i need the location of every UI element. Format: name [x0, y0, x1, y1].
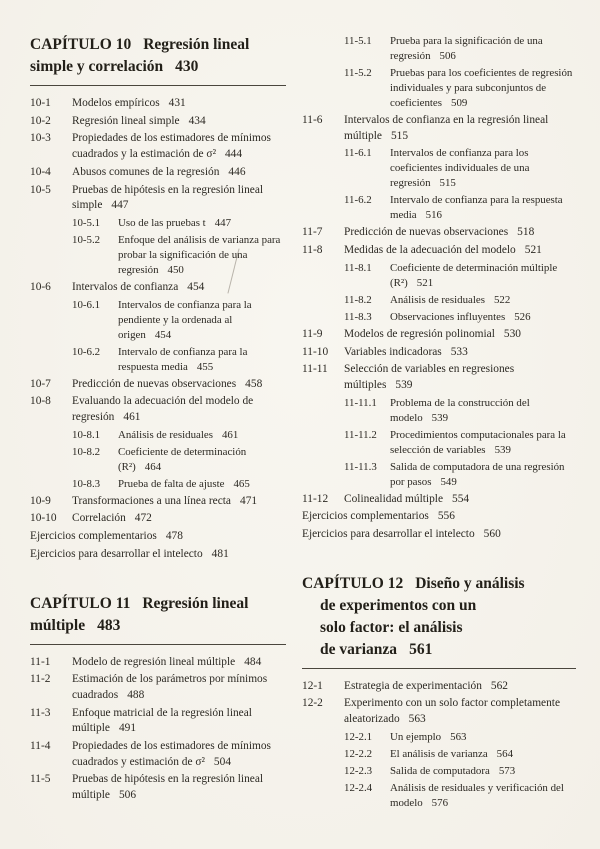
toc-entry — [302, 396, 576, 426]
page-number: 573 — [498, 764, 516, 777]
entry-number: 11-6 — [302, 114, 323, 126]
toc-entry — [302, 225, 576, 241]
entry-number: 11-11 — [302, 363, 328, 376]
page-number: 522 — [493, 293, 511, 306]
entry-text-wrap — [390, 34, 576, 64]
page-number: 447 — [214, 216, 232, 229]
entry-title: Predicción de nuevas observaciones — [344, 226, 509, 239]
chapter-section — [30, 593, 286, 645]
toc-entry — [30, 394, 286, 425]
entry-text-wrap — [390, 146, 576, 191]
page-number: 431 — [168, 97, 186, 109]
page-number: 560 — [483, 528, 501, 541]
entry-number: 11-9 — [302, 327, 323, 340]
entry-text-wrap — [302, 527, 576, 543]
entry-number: 11-6.2 — [344, 194, 372, 207]
entry-title: Análisis de residuales — [118, 428, 213, 441]
page-number: 516 — [425, 209, 442, 222]
entry-title: Análisis de residuales — [390, 293, 485, 306]
page-number: 461 — [221, 428, 239, 441]
entry-number: 11-5.1 — [344, 35, 372, 47]
toc-entry — [30, 377, 286, 393]
entry-text-wrap — [390, 310, 576, 325]
entry-number: 11-6.1 — [344, 147, 372, 160]
entry-title: Un ejemplo — [390, 730, 442, 743]
entry-number: 10-6 — [30, 280, 51, 293]
toc-entry — [30, 131, 286, 162]
page-number: 539 — [494, 443, 511, 456]
page-number: 521 — [524, 244, 542, 257]
entry-title: Coeficiente de determinación (R²) — [118, 445, 247, 473]
toc-column-1 — [30, 34, 286, 813]
entry-title: Selección de variables en regresiones múltiples — [344, 363, 515, 391]
entry-text-wrap — [72, 377, 286, 393]
page-number: 455 — [196, 360, 214, 373]
entry-title: Procedimientos computacionales para la selección de variables — [390, 428, 566, 456]
page-number: 478 — [165, 530, 183, 543]
page-number: 539 — [395, 378, 413, 391]
entry-number: 10-8.3 — [72, 477, 101, 490]
toc-entry — [30, 280, 286, 296]
entry-title: Ejercicios complementarios — [302, 510, 429, 523]
entry-number: 10-8.2 — [72, 445, 101, 458]
chapter-title-text: Regresión lineal — [143, 36, 250, 53]
entry-title: Intervalo de confianza para la respuesta media — [390, 194, 563, 222]
page-number: 530 — [503, 327, 521, 340]
entry-number: 11-5 — [30, 773, 51, 786]
toc-entry — [30, 529, 286, 545]
chapter-page-number: 430 — [175, 58, 199, 75]
page-number: 450 — [167, 263, 184, 276]
entry-number: 10-4 — [30, 165, 51, 178]
toc-entries — [302, 34, 576, 543]
entry-title: Pruebas para los coeficientes de regresión individuales y para subconjuntos de coeficientes — [390, 67, 573, 109]
toc-entry — [302, 34, 576, 64]
entry-title: Modelos empíricos — [72, 97, 160, 109]
toc-entries — [30, 655, 286, 804]
toc-entry — [302, 66, 576, 111]
entry-number: 12-2.4 — [344, 781, 373, 794]
page-number: 563 — [408, 713, 426, 726]
toc-entry — [30, 96, 286, 112]
entry-number: 10-5.1 — [72, 216, 101, 229]
entry-title: Intervalo de confianza para la respuesta media — [118, 345, 248, 373]
toc-entry — [30, 494, 286, 510]
toc-entry — [30, 739, 286, 770]
entry-title: Prueba de falta de ajuste — [118, 477, 225, 490]
toc-entry — [302, 362, 576, 393]
entry-title: Prueba para la significación de una regresión — [390, 35, 543, 62]
page-number: 484 — [244, 655, 262, 668]
entry-title: Coeficiente de determinación múltiple (R²) — [390, 261, 558, 289]
page-number: 533 — [450, 345, 468, 358]
entry-title: Propiedades de los estimadores de mínimos cuadrados y la estimación de σ² — [72, 132, 271, 161]
page-number: 504 — [213, 755, 232, 768]
entry-number: 10-3 — [30, 132, 51, 145]
page-number: 458 — [245, 377, 263, 390]
entry-number: 10-5.2 — [72, 233, 101, 246]
toc-entry — [302, 679, 576, 695]
page-number: 515 — [390, 129, 409, 142]
entry-text-wrap — [344, 679, 576, 695]
entry-number: 10-8.1 — [72, 428, 101, 441]
entry-title: Salida de computadora — [390, 764, 490, 777]
toc-entry — [302, 730, 576, 745]
chapter-page-number: 483 — [97, 616, 121, 634]
entry-text-wrap — [390, 261, 576, 291]
entry-text-wrap — [72, 183, 286, 214]
page-number: 556 — [437, 510, 455, 523]
toc-entry — [302, 310, 576, 325]
entry-title: Ejercicios para desarrollar el intelecto — [302, 528, 475, 541]
entry-title: Intervalos de confianza para los coeficientes individuales de una regresión — [390, 147, 530, 190]
toc-column-2 — [302, 34, 576, 813]
entry-text-wrap — [344, 492, 576, 508]
chapter-title-line — [302, 595, 576, 617]
entry-text-wrap — [118, 216, 286, 231]
entry-number: 11-8.2 — [344, 293, 372, 306]
entry-title: Medidas de la adecuación del modelo — [344, 244, 516, 257]
entry-number: 10-7 — [30, 377, 51, 390]
page-number: 515 — [439, 177, 456, 190]
toc-entry — [30, 345, 286, 375]
page-number: 521 — [416, 276, 434, 289]
entry-number: 10-1 — [30, 97, 51, 109]
entry-text-wrap — [390, 747, 576, 762]
entry-text-wrap — [344, 362, 576, 393]
toc-entry — [30, 183, 286, 214]
entry-text-wrap — [72, 280, 286, 296]
entry-text-wrap — [72, 494, 286, 510]
entry-text-wrap — [390, 396, 576, 426]
entry-title: Modelos de regresión polinomial — [344, 327, 495, 340]
heading-rule — [30, 644, 286, 645]
entry-text-wrap — [344, 345, 576, 361]
entry-title: Correlación — [72, 512, 126, 525]
toc-entry — [30, 114, 286, 130]
entry-text-wrap — [390, 428, 576, 458]
page-number: 562 — [490, 679, 508, 692]
page-number: 509 — [451, 97, 468, 109]
toc-entries — [30, 96, 286, 563]
toc-entry — [302, 492, 576, 508]
page-number: 526 — [514, 310, 531, 323]
entry-number: 11-8 — [302, 244, 323, 257]
toc-entry — [302, 696, 576, 727]
chapter-title-text: de varianza — [320, 640, 398, 658]
entry-text-wrap — [72, 672, 286, 703]
heading-rule — [302, 668, 576, 669]
entry-number: 11-8.3 — [344, 310, 372, 323]
entry-text-wrap — [390, 781, 576, 811]
entry-title: El análisis de varianza — [390, 747, 488, 760]
entry-number: 11-10 — [302, 345, 329, 358]
entry-text-wrap — [72, 165, 286, 181]
page-number: 549 — [440, 475, 457, 488]
toc-entry — [30, 672, 286, 703]
toc-entry — [30, 706, 286, 737]
entry-title: Intervalos de confianza en la regresión lineal múltiple — [344, 114, 549, 142]
chapter-title-line — [302, 639, 576, 661]
entry-text-wrap — [30, 547, 286, 563]
entry-number: 10-6.1 — [72, 298, 101, 311]
page-number: 446 — [228, 165, 246, 178]
entry-title: Pruebas de hipótesis en la regresión lineal simple — [72, 183, 264, 212]
toc-entry — [30, 655, 286, 671]
toc-entry — [302, 327, 576, 343]
entry-title: Regresión lineal simple — [72, 114, 180, 127]
entry-number: 10-5 — [30, 183, 51, 196]
entry-text-wrap — [344, 113, 576, 144]
chapter-section — [30, 34, 286, 86]
entry-number: 11-11.2 — [344, 428, 377, 441]
entry-title: Abusos comunes de la regresión — [72, 165, 220, 178]
chapter-title-text: múltiple — [30, 616, 86, 634]
entry-text-wrap — [72, 131, 286, 162]
entry-text-wrap — [72, 706, 286, 737]
chapter-page-number: 561 — [409, 640, 433, 658]
entry-text-wrap — [72, 114, 286, 130]
entry-text-wrap — [72, 772, 286, 803]
entry-title: Ejercicios complementarios — [30, 530, 157, 543]
chapter-title-text: simple y correlación — [30, 58, 164, 75]
chapter-title-line — [302, 617, 576, 639]
entry-text-wrap — [72, 739, 286, 770]
entry-number: 11-7 — [302, 226, 323, 239]
page-number: 564 — [496, 747, 514, 760]
page-number: 444 — [224, 148, 243, 161]
entry-number: 10-2 — [30, 114, 51, 127]
entry-title: Colinealidad múltiple — [344, 492, 444, 505]
toc-entry — [302, 193, 576, 223]
entry-title: Variables indicadoras — [344, 345, 442, 358]
entry-title: Estrategia de experimentación — [344, 679, 482, 692]
entry-text-wrap — [118, 233, 286, 278]
page-number: 454 — [154, 328, 172, 341]
toc-entry — [302, 509, 576, 525]
page-number: 481 — [211, 547, 229, 560]
heading-rule — [30, 85, 286, 86]
page-number: 461 — [123, 411, 141, 424]
toc-entry — [30, 428, 286, 443]
entry-text-wrap — [344, 327, 576, 343]
entry-text-wrap — [390, 460, 576, 490]
chapter-title-line — [30, 56, 286, 78]
toc-entry — [302, 460, 576, 490]
page-number: 434 — [188, 114, 206, 127]
entry-text-wrap — [344, 243, 576, 259]
entry-title: Transformaciones a una línea recta — [72, 494, 231, 507]
entry-number: 10-9 — [30, 494, 51, 507]
chapter-label: CAPÍTULO 12 — [302, 574, 404, 592]
toc-entry — [302, 243, 576, 259]
entry-title: Enfoque matricial de la regresión lineal múltiple — [72, 706, 252, 735]
toc-entry — [302, 428, 576, 458]
entry-text-wrap — [390, 193, 576, 223]
page-number: 472 — [134, 512, 152, 525]
entry-number: 11-11.1 — [344, 396, 377, 409]
page-number: 488 — [127, 688, 145, 701]
toc-entry — [30, 772, 286, 803]
entry-title: Pruebas de hipótesis en la regresión lineal múltiple — [72, 773, 264, 802]
entry-text-wrap — [72, 96, 286, 112]
page-number: 518 — [517, 226, 535, 239]
entry-title: Salida de computadora de una regresión por pasos — [390, 460, 565, 488]
entry-title: Evaluando la adecuación del modelo de regresión — [72, 395, 254, 424]
entry-title: Observaciones influyentes — [390, 310, 506, 323]
toc-entry — [30, 511, 286, 527]
entry-text-wrap — [30, 529, 286, 545]
entry-number: 10-8 — [30, 395, 51, 408]
page-number: 563 — [450, 730, 467, 743]
entry-title: Intervalos de confianza — [72, 280, 179, 293]
toc-entry — [302, 113, 576, 144]
entry-text-wrap — [118, 445, 286, 475]
entry-number: 12-2.2 — [344, 747, 373, 760]
toc-entries — [302, 679, 576, 811]
page-number: 471 — [240, 494, 258, 507]
entry-text-wrap — [118, 345, 286, 375]
entry-number: 12-2.1 — [344, 730, 373, 743]
toc-entry — [30, 165, 286, 181]
chapter-label: CAPÍTULO 10 — [30, 36, 132, 53]
toc-entry — [30, 477, 286, 492]
entry-title: Uso de las pruebas t — [118, 216, 206, 229]
entry-text-wrap — [390, 293, 576, 308]
entry-number: 11-4 — [30, 740, 51, 753]
page-number: 454 — [187, 280, 205, 293]
entry-number: 10-10 — [30, 512, 57, 525]
chapter-label: CAPÍTULO 11 — [30, 594, 131, 612]
page-number: 506 — [439, 50, 456, 62]
page-number: 506 — [118, 789, 137, 802]
chapter-title-line — [30, 593, 286, 615]
entry-number: 11-3 — [30, 706, 51, 719]
chapter-title-line — [302, 573, 576, 595]
entry-title: Propiedades de los estimadores de mínimos cuadrados y estimación de σ² — [72, 740, 271, 768]
entry-number: 10-6.2 — [72, 345, 101, 358]
toc-entry — [30, 216, 286, 231]
entry-title: Modelo de regresión lineal múltiple — [72, 655, 236, 668]
entry-number: 12-2 — [302, 697, 323, 710]
page-number: 576 — [431, 796, 449, 809]
entry-number: 11-11.3 — [344, 460, 377, 473]
page-number: 447 — [111, 199, 129, 212]
chapter-title-line — [30, 615, 286, 637]
entry-title: Estimación de los parámetros por mínimos cuadrados — [72, 673, 268, 701]
toc-entry — [302, 747, 576, 762]
entry-title: Ejercicios para desarrollar el intelecto — [30, 547, 203, 560]
entry-title: Intervalos de confianza para la pendiente y la ordenada al origen — [118, 298, 252, 341]
chapter-title-text: solo factor: el análisis — [320, 618, 463, 636]
toc-entry — [30, 445, 286, 475]
toc-entry — [302, 781, 576, 811]
entry-text-wrap — [344, 225, 576, 241]
entry-text-wrap — [302, 509, 576, 525]
toc-columns — [30, 34, 576, 813]
page-number: 539 — [431, 411, 449, 424]
page-number: 465 — [233, 477, 250, 490]
entry-number: 12-2.3 — [344, 764, 373, 777]
entry-text-wrap — [390, 764, 576, 779]
entry-text-wrap — [118, 477, 286, 492]
entry-text-wrap — [118, 298, 286, 343]
toc-entry — [30, 233, 286, 278]
chapter-title-text: Diseño y análisis — [415, 574, 525, 592]
chapter-section — [302, 573, 576, 669]
entry-text-wrap — [72, 511, 286, 527]
toc-entry — [302, 764, 576, 779]
chapter-title-text: de experimentos con un — [320, 596, 477, 614]
entry-number: 11-5.2 — [344, 67, 372, 79]
toc-entry — [302, 146, 576, 191]
chapter-title-text: Regresión lineal — [142, 594, 249, 612]
entry-number: 11-2 — [30, 673, 51, 686]
toc-entry — [302, 293, 576, 308]
entry-title: Experimento con un solo factor completamente aleatorizado — [344, 697, 561, 726]
page-number: 554 — [452, 492, 470, 505]
chapter-title-line — [30, 34, 286, 56]
entry-title: Predicción de nuevas observaciones — [72, 377, 237, 390]
toc-entry — [30, 547, 286, 563]
entry-number: 11-8.1 — [344, 261, 372, 274]
entry-text-wrap — [344, 696, 576, 727]
entry-number: 12-1 — [302, 679, 323, 692]
entry-number: 11-1 — [30, 655, 51, 668]
entry-title: Enfoque del análisis de varianza para probar la significación de una regresión — [118, 233, 281, 276]
toc-entry — [302, 345, 576, 361]
page-number: 491 — [118, 722, 137, 735]
entry-title: Problema de la construcción del modelo — [390, 396, 530, 424]
entry-text-wrap — [390, 66, 576, 111]
entry-title: Análisis de residuales y verificación del modelo — [390, 781, 564, 809]
entry-number: 11-12 — [302, 492, 329, 505]
toc-entry — [30, 298, 286, 343]
toc-entry — [302, 527, 576, 543]
entry-text-wrap — [390, 730, 576, 745]
page-number: 464 — [144, 460, 162, 473]
entry-text-wrap — [72, 394, 286, 425]
entry-text-wrap — [72, 655, 286, 671]
toc-entry — [302, 261, 576, 291]
entry-text-wrap — [118, 428, 286, 443]
